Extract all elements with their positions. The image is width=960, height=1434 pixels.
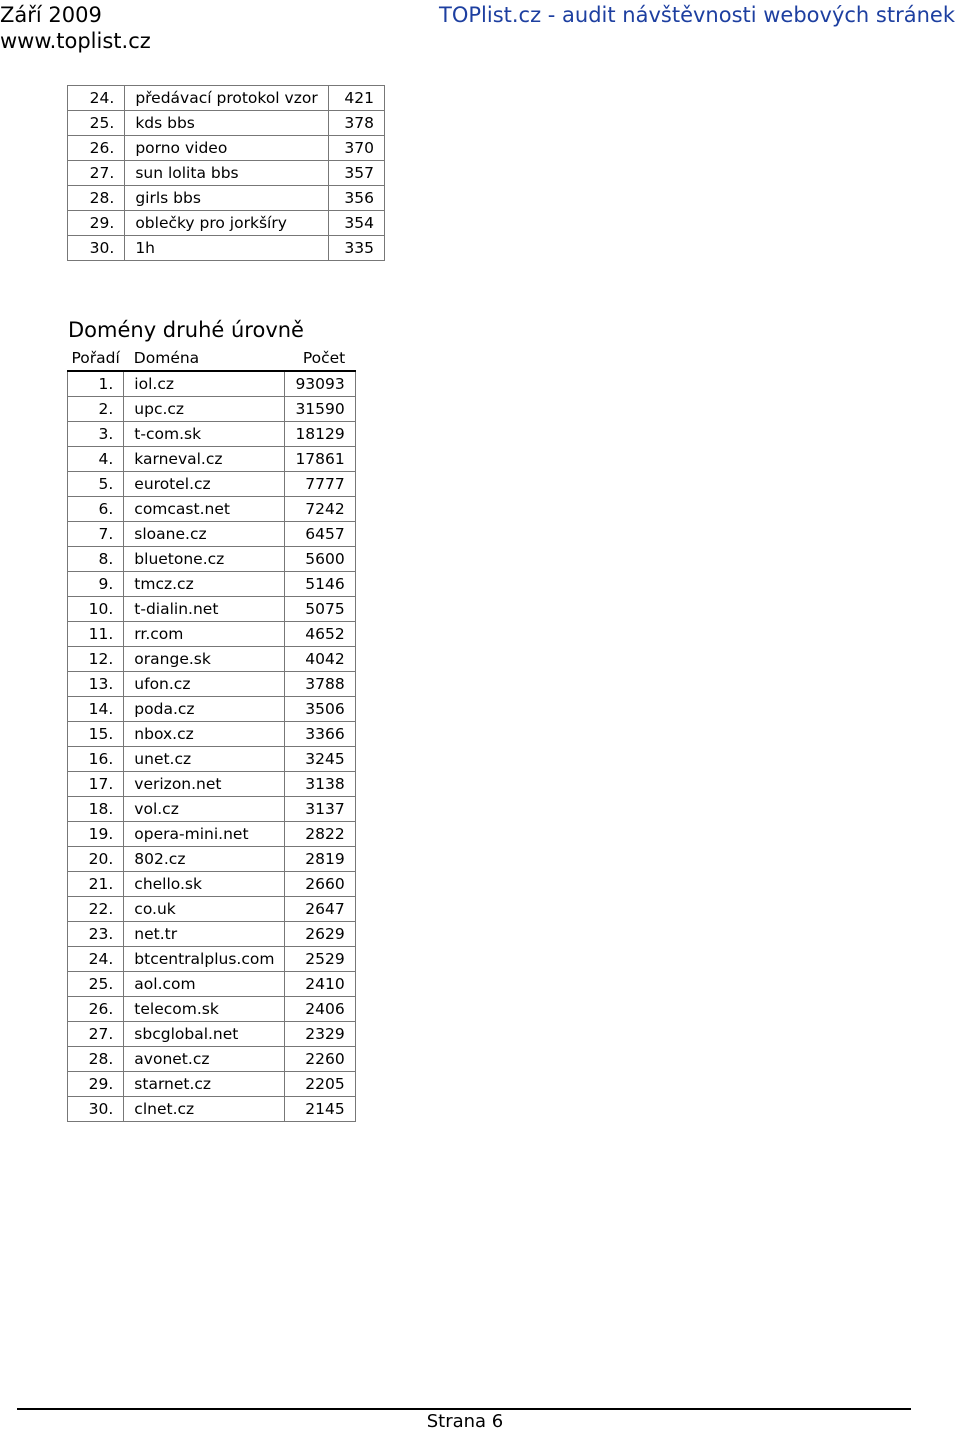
table-row: [68, 572, 356, 597]
rank-cell: 28.: [68, 1047, 124, 1072]
domain-cell: chello.sk: [124, 872, 285, 897]
rank-cell: 30.: [68, 1097, 124, 1122]
table-row: [68, 472, 356, 497]
table-row: [68, 947, 356, 972]
domains-table: [67, 346, 356, 1122]
rank-cell: 27.: [68, 161, 125, 186]
table-row: [68, 822, 356, 847]
rank-cell: 8.: [68, 547, 124, 572]
table-row: [68, 422, 356, 447]
rank-cell: 12.: [68, 647, 124, 672]
count-cell: 2260: [285, 1047, 355, 1072]
phrase-cell: kds bbs: [125, 111, 328, 136]
domain-cell: karneval.cz: [124, 447, 285, 472]
rank-cell: 25.: [68, 972, 124, 997]
count-cell: 378: [328, 111, 384, 136]
domain-cell: avonet.cz: [124, 1047, 285, 1072]
count-cell: 5075: [285, 597, 355, 622]
domain-cell: 802.cz: [124, 847, 285, 872]
count-cell: 2145: [285, 1097, 355, 1122]
count-cell: 4042: [285, 647, 355, 672]
count-cell: 421: [328, 86, 384, 111]
count-cell: 31590: [285, 397, 355, 422]
table-row: [68, 161, 385, 186]
count-cell: 335: [328, 236, 384, 261]
phrase-cell: 1h: [125, 236, 328, 261]
count-cell: 5146: [285, 572, 355, 597]
table-row: [68, 647, 356, 672]
rank-cell: 29.: [68, 1072, 124, 1097]
rank-cell: 17.: [68, 772, 124, 797]
domain-cell: btcentralplus.com: [124, 947, 285, 972]
report-title: TOPlist.cz - audit návštěvnosti webových stránek: [439, 3, 955, 27]
domain-cell: ufon.cz: [124, 672, 285, 697]
page-number: Strana 6: [426, 1411, 504, 1432]
rank-cell: 25.: [68, 111, 125, 136]
rank-cell: 19.: [68, 822, 124, 847]
domain-cell: sbcglobal.net: [124, 1022, 285, 1047]
rank-cell: 4.: [68, 447, 124, 472]
count-cell: 7242: [285, 497, 355, 522]
count-cell: 2205: [285, 1072, 355, 1097]
table-row: [68, 1022, 356, 1047]
count-cell: 2819: [285, 847, 355, 872]
table-row: [68, 722, 356, 747]
table-row: [68, 1097, 356, 1122]
domains-table-header: [68, 346, 356, 371]
domain-cell: clnet.cz: [124, 1097, 285, 1122]
rank-cell: 11.: [68, 622, 124, 647]
domain-cell: vol.cz: [124, 797, 285, 822]
domain-cell: unet.cz: [124, 747, 285, 772]
rank-cell: 7.: [68, 522, 124, 547]
count-cell: 3138: [285, 772, 355, 797]
table-row: [68, 371, 356, 397]
count-cell: 3366: [285, 722, 355, 747]
table-row: [68, 1047, 356, 1072]
count-cell: 3506: [285, 697, 355, 722]
rank-cell: 26.: [68, 997, 124, 1022]
rank-cell: 24.: [68, 86, 125, 111]
rank-cell: 5.: [68, 472, 124, 497]
domain-cell: co.uk: [124, 897, 285, 922]
count-cell: 2660: [285, 872, 355, 897]
domain-cell: tmcz.cz: [124, 572, 285, 597]
table-row: [68, 111, 385, 136]
count-cell: 2410: [285, 972, 355, 997]
rank-cell: 20.: [68, 847, 124, 872]
rank-cell: 28.: [68, 186, 125, 211]
table-row: [68, 672, 356, 697]
count-cell: 7777: [285, 472, 355, 497]
count-cell: 3245: [285, 747, 355, 772]
phrase-cell: předávací protokol vzor: [125, 86, 328, 111]
rank-cell: 21.: [68, 872, 124, 897]
rank-cell: 29.: [68, 211, 125, 236]
rank-cell: 2.: [68, 397, 124, 422]
column-header-rank: Pořadí: [68, 346, 124, 371]
rank-cell: 14.: [68, 697, 124, 722]
phrase-cell: girls bbs: [125, 186, 328, 211]
count-cell: 354: [328, 211, 384, 236]
rank-cell: 23.: [68, 922, 124, 947]
rank-cell: 15.: [68, 722, 124, 747]
domain-cell: bluetone.cz: [124, 547, 285, 572]
count-cell: 2647: [285, 897, 355, 922]
count-cell: 3137: [285, 797, 355, 822]
count-cell: 17861: [285, 447, 355, 472]
domain-cell: orange.sk: [124, 647, 285, 672]
column-header-count: Počet: [285, 346, 355, 371]
domain-cell: comcast.net: [124, 497, 285, 522]
domain-cell: telecom.sk: [124, 997, 285, 1022]
table-row: [68, 997, 356, 1022]
rank-cell: 30.: [68, 236, 125, 261]
rank-cell: 6.: [68, 497, 124, 522]
domain-cell: t-com.sk: [124, 422, 285, 447]
count-cell: 356: [328, 186, 384, 211]
count-cell: 357: [328, 161, 384, 186]
domains-section-title: Domény druhé úrovně: [68, 318, 304, 342]
table-row: [68, 86, 385, 111]
table-row: [68, 186, 385, 211]
domain-cell: rr.com: [124, 622, 285, 647]
rank-cell: 16.: [68, 747, 124, 772]
count-cell: 6457: [285, 522, 355, 547]
count-cell: 2329: [285, 1022, 355, 1047]
domain-cell: starnet.cz: [124, 1072, 285, 1097]
keywords-table: [67, 85, 385, 261]
table-row: [68, 1072, 356, 1097]
table-row: [68, 547, 356, 572]
column-header-domain: Doména: [124, 346, 285, 371]
site-url: www.toplist.cz: [0, 29, 151, 53]
keywords-table-body: [68, 86, 385, 261]
table-row: [68, 397, 356, 422]
domain-cell: upc.cz: [124, 397, 285, 422]
domain-cell: eurotel.cz: [124, 472, 285, 497]
domain-cell: sloane.cz: [124, 522, 285, 547]
count-cell: 2629: [285, 922, 355, 947]
rank-cell: 9.: [68, 572, 124, 597]
table-row: [68, 697, 356, 722]
domain-cell: opera-mini.net: [124, 822, 285, 847]
page-header-left: [0, 2, 151, 54]
domain-cell: aol.com: [124, 972, 285, 997]
table-row: [68, 797, 356, 822]
count-cell: 2406: [285, 997, 355, 1022]
count-cell: 2822: [285, 822, 355, 847]
table-row: [68, 597, 356, 622]
table-row: [68, 236, 385, 261]
count-cell: 4652: [285, 622, 355, 647]
table-row: [68, 211, 385, 236]
count-cell: 370: [328, 136, 384, 161]
domain-cell: poda.cz: [124, 697, 285, 722]
domain-cell: nbox.cz: [124, 722, 285, 747]
count-cell: 2529: [285, 947, 355, 972]
table-row: [68, 922, 356, 947]
table-row: [68, 136, 385, 161]
table-row: [68, 772, 356, 797]
rank-cell: 26.: [68, 136, 125, 161]
domain-cell: t-dialin.net: [124, 597, 285, 622]
rank-cell: 22.: [68, 897, 124, 922]
phrase-cell: porno video: [125, 136, 328, 161]
rank-cell: 27.: [68, 1022, 124, 1047]
count-cell: 18129: [285, 422, 355, 447]
table-row: [68, 497, 356, 522]
table-row: [68, 872, 356, 897]
count-cell: 93093: [285, 371, 355, 397]
phrase-cell: sun lolita bbs: [125, 161, 328, 186]
report-date: Září 2009: [0, 3, 102, 27]
table-row: [68, 972, 356, 997]
count-cell: 3788: [285, 672, 355, 697]
domains-table-body: [68, 371, 356, 1122]
rank-cell: 13.: [68, 672, 124, 697]
table-row: [68, 897, 356, 922]
domain-cell: verizon.net: [124, 772, 285, 797]
rank-cell: 18.: [68, 797, 124, 822]
rank-cell: 1.: [68, 371, 124, 397]
domain-cell: net.tr: [124, 922, 285, 947]
table-row: [68, 447, 356, 472]
table-row: [68, 522, 356, 547]
count-cell: 5600: [285, 547, 355, 572]
table-row: [68, 847, 356, 872]
rank-cell: 3.: [68, 422, 124, 447]
table-row: [68, 747, 356, 772]
domain-cell: iol.cz: [124, 371, 285, 397]
rank-cell: 10.: [68, 597, 124, 622]
rank-cell: 24.: [68, 947, 124, 972]
table-row: [68, 622, 356, 647]
phrase-cell: oblečky pro jorkšíry: [125, 211, 328, 236]
